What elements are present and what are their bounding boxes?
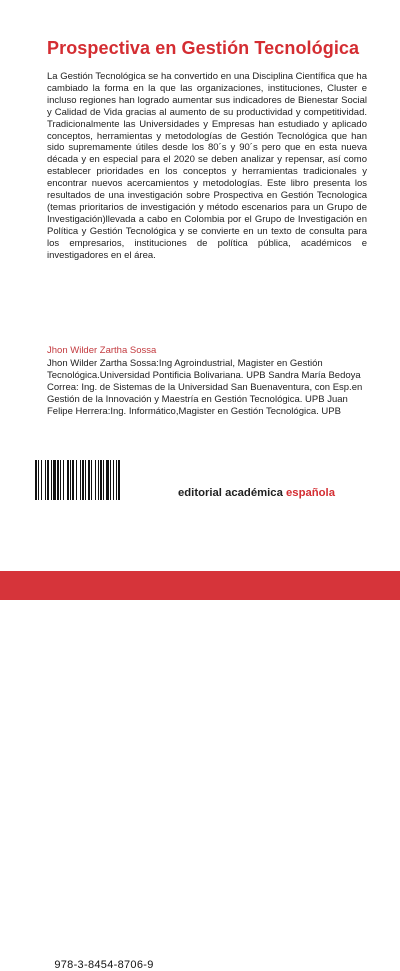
- barcode-bar: [80, 460, 81, 500]
- barcode-bar: [38, 460, 39, 500]
- barcode-bar: [70, 460, 71, 500]
- publisher-accent: española: [286, 487, 335, 499]
- barcode-bar: [57, 460, 59, 500]
- barcode-bar: [98, 460, 99, 500]
- barcode-bar: [116, 460, 117, 500]
- barcode-area: [27, 458, 164, 971]
- barcode-bar: [91, 460, 92, 500]
- barcode-bar: [110, 460, 111, 500]
- isbn-number: 978-3-8454-8706-9: [54, 959, 154, 971]
- book-title: Prospectiva en Gestión Tecnológica: [47, 38, 360, 58]
- barcode-bar: [95, 460, 96, 500]
- barcode-bar: [67, 460, 69, 500]
- barcode-bar: [51, 460, 52, 500]
- barcode-graphic: [33, 460, 158, 500]
- book-description: La Gestión Tecnológica se ha convertido en una Disciplina Científica que ha cambiado la forma en la que las organizaciones, instituciones, Cluster e incluso regiones han logrado aumentar sus indicadores de Bienestar Social y Calidad de Vida gracias al aumento de su productividad y competitividad. Tradicionalmente las Universidades y Empresas han estudiado y aplicado conceptos, herramientas y metodologías de Gestión Tecnológica que han sido supremamente útiles desde los 80´s y 90´s pero que en esta nueva década y en especial para el 2020 se deben analizar y repensar, así como establecer prioridades en los conceptos y herramientas tradicionales y encontrar nuevos acercamientos y metodologías. Este libro presenta los resultados de una investigación sobre Prospectiva en Gestión Tecnologica (temas prioritarios de investigación y método escenarios para un Grupo de Investigación)llevada a cabo en Colombia por el Grupo de Investigación en Política y Gestión Tecnológica y se convierte en un texto de consulta para los empresarios, instituciones de política pública, académicos e investigadores en el área.: [47, 71, 367, 261]
- barcode-bar: [88, 460, 90, 500]
- barcode-bar: [82, 460, 84, 500]
- barcode-bar: [53, 460, 56, 500]
- publisher-name: [178, 487, 388, 499]
- author-name: Jhon Wilder Zartha Sossa: [47, 345, 157, 356]
- footer-bar: [0, 571, 400, 600]
- barcode-bar: [106, 460, 109, 500]
- barcode-bar: [45, 460, 46, 500]
- barcode-bar: [103, 460, 104, 500]
- barcode-bar: [35, 460, 37, 500]
- barcode-bar: [85, 460, 86, 500]
- publisher-prefix: editorial académica: [178, 487, 286, 499]
- barcode-bar: [100, 460, 102, 500]
- barcode-bar: [72, 460, 74, 500]
- barcode-bar: [47, 460, 49, 500]
- barcode-bar: [63, 460, 64, 500]
- barcode-bar: [113, 460, 114, 500]
- barcode-bar: [41, 460, 42, 500]
- author-bio: Jhon Wilder Zartha Sossa:Ing Agroindustrial, Magister en Gestión Tecnológica.Universidad Pontificia Bolivariana. UPB Sandra María Bedoya Correa: Ing. de Sistemas de la Universidad San Buenaventura, con Esp.en Gestión de la Innovación y Maestría en Gestión Tecnológica. UPB Juan Felipe Herrera:Ing. Informático,Magister en Gestión Tecnológica. UPB: [47, 358, 363, 418]
- barcode-bar: [76, 460, 77, 500]
- barcode-bar: [60, 460, 61, 500]
- barcode-bar: [118, 460, 120, 500]
